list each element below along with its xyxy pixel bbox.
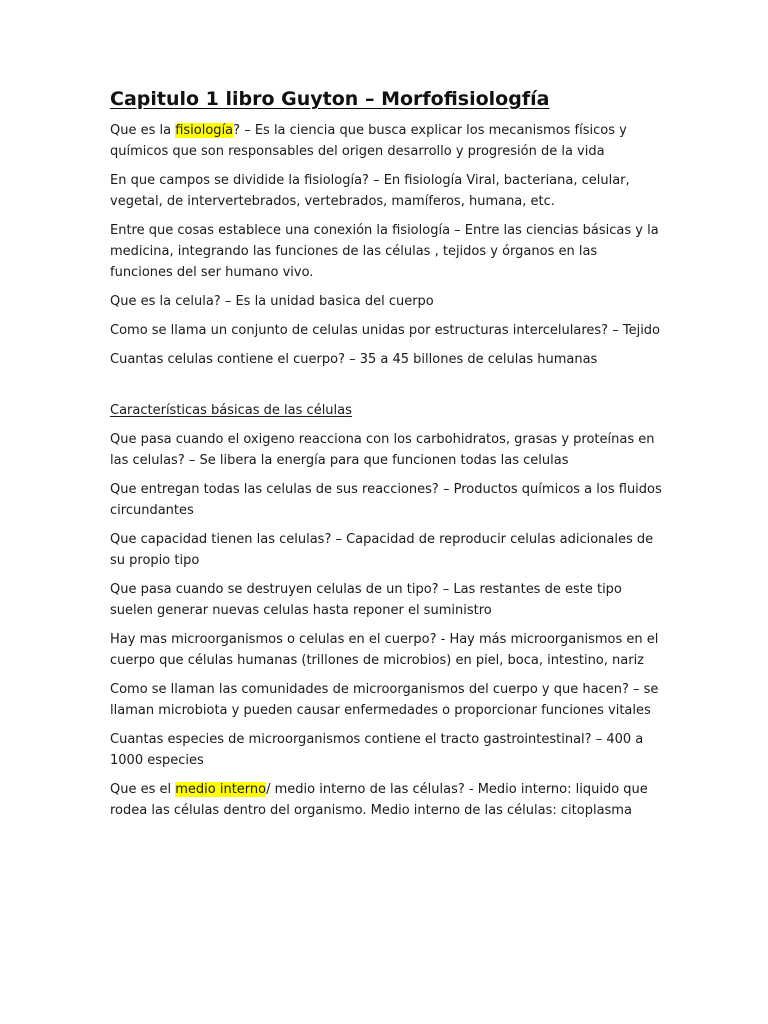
paragraph-cantidad-celulas: Cuantas celulas contiene el cuerpo? – 35 a 45 billones de celulas humanas bbox=[110, 352, 598, 367]
document-page bbox=[110, 86, 662, 829]
text-run: / medio interno de las células? - Medio interno: liquido que rodea las células dentro del organismo. Medio interno de las células: citoplasma bbox=[110, 782, 648, 818]
highlighted-term: fisiología bbox=[175, 123, 234, 138]
paragraph-campos: En que campos se dividide la fisiología? – En fisiología Viral, bacteriana, celular, vegetal, de intervertebrados, vertebrados, mamíferos, humana, etc. bbox=[110, 173, 630, 209]
text-run: Que es el bbox=[110, 782, 176, 797]
paragraph-medio-interno bbox=[110, 779, 662, 821]
section-heading: Características básicas de las células bbox=[110, 403, 352, 418]
paragraph-especies: Cuantas especies de microorganismos contiene el tracto gastrointestinal? – 400 a 1000 especies bbox=[110, 732, 644, 768]
paragraph-fisiologia bbox=[110, 120, 662, 162]
paragraph-conexion: Entre que cosas establece una conexión la fisiología – Entre las ciencias básicas y la medicina, integrando las funciones de las células , tejidos y órganos en las funciones del ser humano vivo. bbox=[110, 223, 659, 280]
paragraph-productos: Que entregan todas las celulas de sus reacciones? – Productos químicos a los fluidos circundantes bbox=[110, 482, 662, 518]
paragraph-capacidad: Que capacidad tienen las celulas? – Capacidad de reproducir celulas adicionales de su propio tipo bbox=[110, 532, 654, 568]
paragraph-destruccion: Que pasa cuando se destruyen celulas de un tipo? – Las restantes de este tipo suelen generar nuevas celulas hasta reponer el suministro bbox=[110, 582, 622, 618]
document-title: Capitulo 1 libro Guyton – Morfofisiologfía bbox=[110, 88, 550, 110]
paragraph-microorganismos: Hay mas microorganismos o celulas en el cuerpo? - Hay más microorganismos en el cuerpo que células humanas (trillones de microbios) en piel, boca, intestino, nariz bbox=[110, 632, 659, 668]
text-run: ? – Es la ciencia que busca explicar los mecanismos físicos y químicos que son responsables del origen desarrollo y progresión de la vida bbox=[110, 123, 627, 159]
paragraph-microbiota: Como se llaman las comunidades de microorganismos del cuerpo y que hacen? – se llaman microbiota y pueden causar enfermedades o proporcionar funciones vitales bbox=[110, 682, 659, 718]
text-run: Que es la bbox=[110, 123, 176, 138]
paragraph-celula: Que es la celula? – Es la unidad basica del cuerpo bbox=[110, 294, 434, 309]
paragraph-energia: Que pasa cuando el oxigeno reacciona con los carbohidratos, grasas y proteínas en las celulas? – Se libera la energía para que funcionen todas las celulas bbox=[110, 432, 655, 468]
highlighted-term: medio interno bbox=[175, 782, 267, 797]
paragraph-tejido: Como se llama un conjunto de celulas unidas por estructuras intercelulares? – Tejido bbox=[110, 323, 661, 338]
